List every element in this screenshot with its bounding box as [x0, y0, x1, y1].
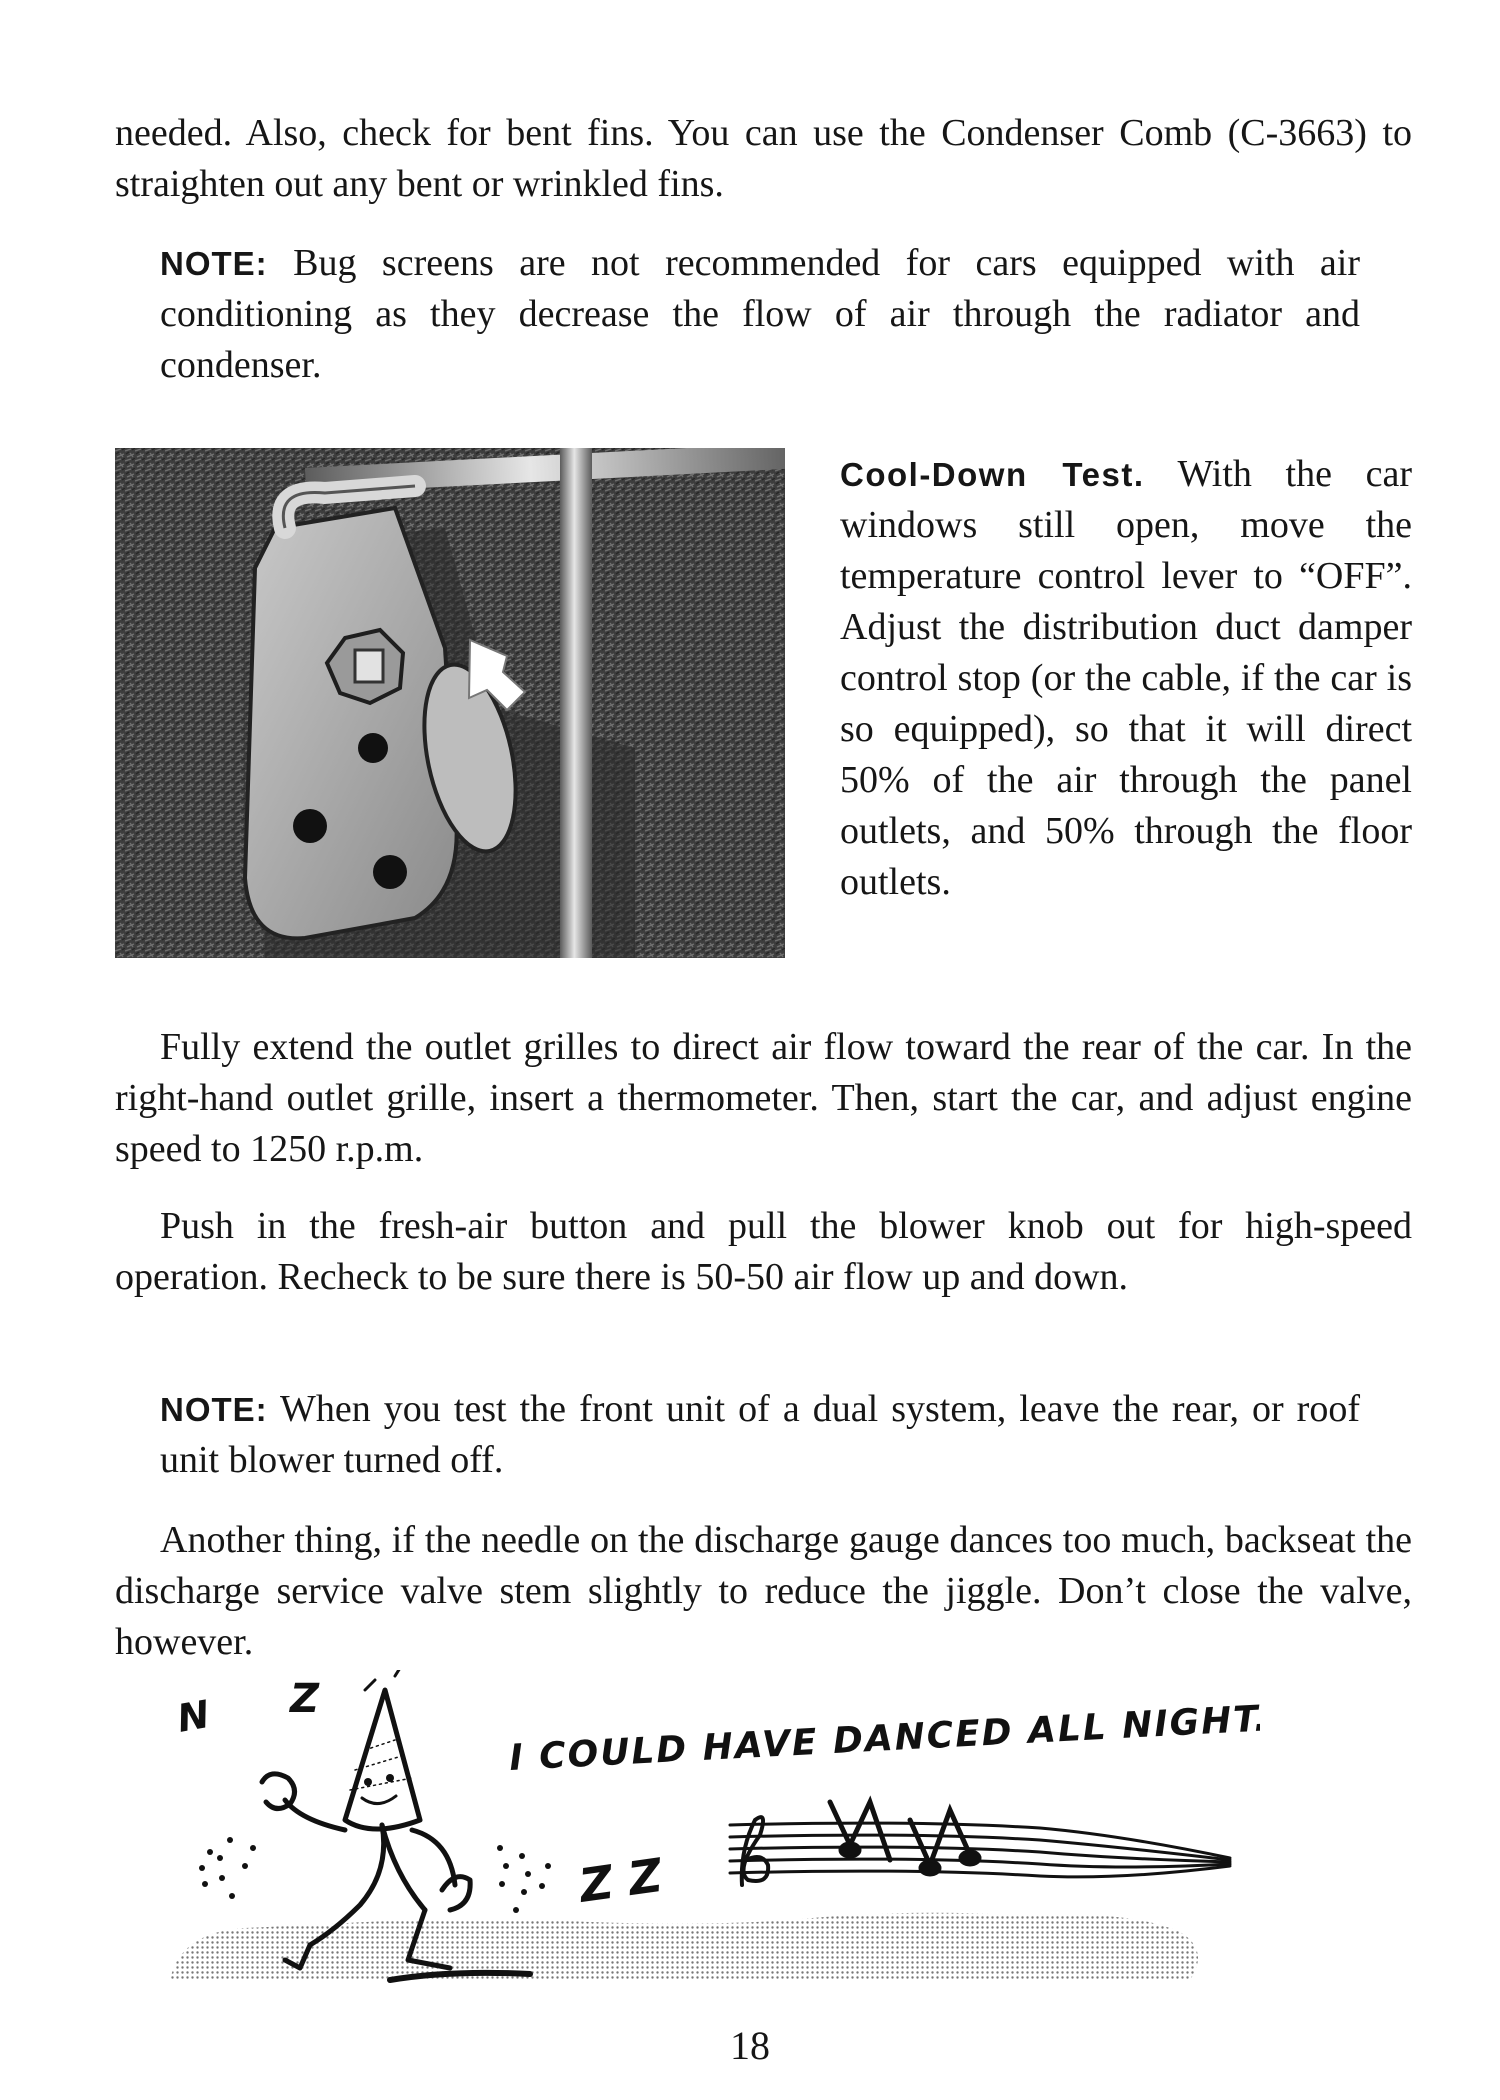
note-text: Bug screens are not recommended for cars equipped with air conditioning as they decrease the flow of air through the radiator and condenser. [160, 242, 1360, 386]
floor-shading [170, 1913, 1198, 1980]
paragraph-outlet-grilles: Fully extend the outlet grilles to direct air flow toward the rear of the car. In the right-hand outlet grille, insert a thermometer. Then, start the car, and adjust engine speed to 1250 r.p.m. [115, 1026, 1412, 1170]
note-bug-screens [160, 238, 1360, 391]
note-label: NOTE: [160, 1391, 268, 1428]
page-number: 18 [730, 2023, 770, 2068]
note-text: When you test the front unit of a dual system, leave the rear, or roof unit blower turned off. [160, 1388, 1360, 1481]
paragraph-fresh-air-button: Push in the fresh-air button and pull the blower knob out for high-speed operation. Recheck to be sure there is 50-50 air flow up and down. [115, 1205, 1412, 1298]
music-staff [730, 1802, 1230, 1885]
note-label: NOTE: [160, 245, 268, 282]
paragraph-discharge-gauge: Another thing, if the needle on the discharge gauge dances too much, backseat the discharge service valve stem slightly to reduce the jiggle. Don’t close the valve, however. [115, 1519, 1412, 1663]
damper-control-photo [115, 448, 785, 958]
cool-down-test-text: With the car windows still open, move the temperature control lever to “OFF”. Adjust the distribution duct damper control stop (or the cable, if the car is so equipped), so that it will direct 50% of the air through the panel outlets, and 50% through the floor outlets. [840, 453, 1412, 903]
cool-down-test-paragraph [840, 449, 1412, 908]
paragraph-condenser-comb: needed. Also, check for bent fins. You can use the Condenser Comb (C-3663) to straighten out any bent or wrinkled fins. [115, 112, 1412, 205]
motion-dots [199, 1837, 551, 1913]
dancing-character-cartoon [150, 1670, 1260, 2000]
note-dual-system [160, 1384, 1360, 1486]
snore-letter-1: N [173, 1692, 213, 1741]
snore-letters-3: Z Z [576, 1847, 666, 1913]
snore-letter-2: Z [290, 1676, 320, 1722]
cartoon-caption: I COULD HAVE DANCED ALL NIGHT... [508, 1696, 1260, 1779]
cool-down-test-heading: Cool-Down Test. [840, 456, 1145, 493]
